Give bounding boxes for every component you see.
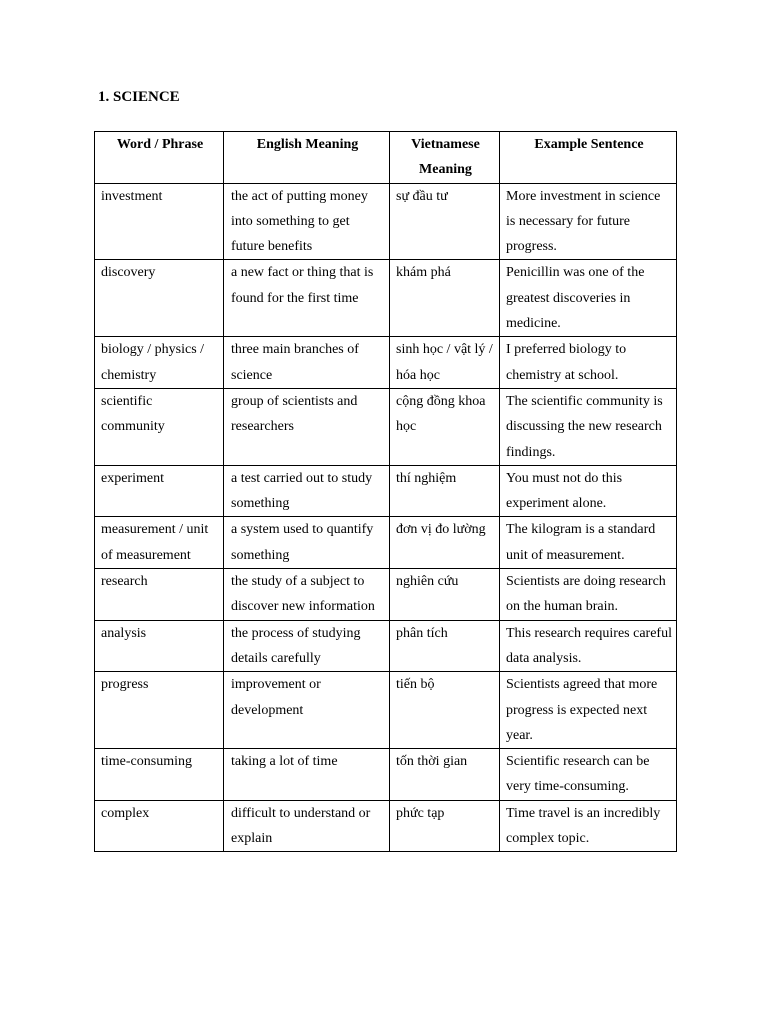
table-header-row (95, 132, 677, 184)
cell-vietnamese-meaning: tốn thời gian (390, 749, 500, 801)
table-row (95, 800, 677, 852)
cell-word: scientific community (95, 388, 224, 465)
cell-vietnamese-meaning: cộng đồng khoa học (390, 388, 500, 465)
table-row (95, 260, 677, 337)
cell-vietnamese-meaning: nghiên cứu (390, 569, 500, 621)
table-row (95, 569, 677, 621)
cell-vietnamese-meaning: thí nghiệm (390, 465, 500, 517)
table-row (95, 388, 677, 465)
cell-example-sentence: The scientific community is discussing the new research findings. (500, 388, 677, 465)
cell-english-meaning: the act of putting money into something to get future benefits (224, 183, 390, 260)
table-row (95, 517, 677, 569)
cell-vietnamese-meaning: sinh học / vật lý / hóa học (390, 337, 500, 389)
header-english-meaning: English Meaning (224, 132, 390, 184)
cell-example-sentence: Penicillin was one of the greatest discoveries in medicine. (500, 260, 677, 337)
header-example-sentence: Example Sentence (500, 132, 677, 184)
cell-word: biology / physics / chemistry (95, 337, 224, 389)
cell-english-meaning: taking a lot of time (224, 749, 390, 801)
cell-example-sentence: Scientific research can be very time-consuming. (500, 749, 677, 801)
cell-english-meaning: the process of studying details carefully (224, 620, 390, 672)
cell-vietnamese-meaning: khám phá (390, 260, 500, 337)
table-row (95, 749, 677, 801)
table-row (95, 672, 677, 749)
cell-word: measurement / unit of measurement (95, 517, 224, 569)
table-row (95, 465, 677, 517)
cell-english-meaning: a system used to quantify something (224, 517, 390, 569)
cell-word: research (95, 569, 224, 621)
cell-english-meaning: difficult to understand or explain (224, 800, 390, 852)
cell-word: experiment (95, 465, 224, 517)
cell-vietnamese-meaning: tiến bộ (390, 672, 500, 749)
cell-vietnamese-meaning: phân tích (390, 620, 500, 672)
cell-example-sentence: Time travel is an incredibly complex topic. (500, 800, 677, 852)
cell-word: analysis (95, 620, 224, 672)
cell-example-sentence: More investment in science is necessary for future progress. (500, 183, 677, 260)
cell-word: discovery (95, 260, 224, 337)
cell-example-sentence: I preferred biology to chemistry at school. (500, 337, 677, 389)
cell-vietnamese-meaning: sự đầu tư (390, 183, 500, 260)
cell-vietnamese-meaning: phức tạp (390, 800, 500, 852)
cell-english-meaning: a test carried out to study something (224, 465, 390, 517)
cell-word: time-consuming (95, 749, 224, 801)
cell-english-meaning: improvement or development (224, 672, 390, 749)
cell-word: progress (95, 672, 224, 749)
cell-english-meaning: a new fact or thing that is found for the first time (224, 260, 390, 337)
table-row (95, 183, 677, 260)
table-row (95, 337, 677, 389)
cell-example-sentence: Scientists are doing research on the human brain. (500, 569, 677, 621)
section-heading: 1. SCIENCE (98, 89, 180, 105)
cell-example-sentence: This research requires careful data analysis. (500, 620, 677, 672)
cell-english-meaning: the study of a subject to discover new information (224, 569, 390, 621)
cell-english-meaning: three main branches of science (224, 337, 390, 389)
cell-example-sentence: Scientists agreed that more progress is expected next year. (500, 672, 677, 749)
cell-vietnamese-meaning: đơn vị đo lường (390, 517, 500, 569)
cell-english-meaning: group of scientists and researchers (224, 388, 390, 465)
cell-word: investment (95, 183, 224, 260)
cell-word: complex (95, 800, 224, 852)
header-vietnamese-meaning: Vietnamese Meaning (390, 132, 500, 184)
table-row (95, 620, 677, 672)
vocabulary-table (94, 131, 677, 852)
cell-example-sentence: You must not do this experiment alone. (500, 465, 677, 517)
header-word-phrase: Word / Phrase (95, 132, 224, 184)
cell-example-sentence: The kilogram is a standard unit of measurement. (500, 517, 677, 569)
